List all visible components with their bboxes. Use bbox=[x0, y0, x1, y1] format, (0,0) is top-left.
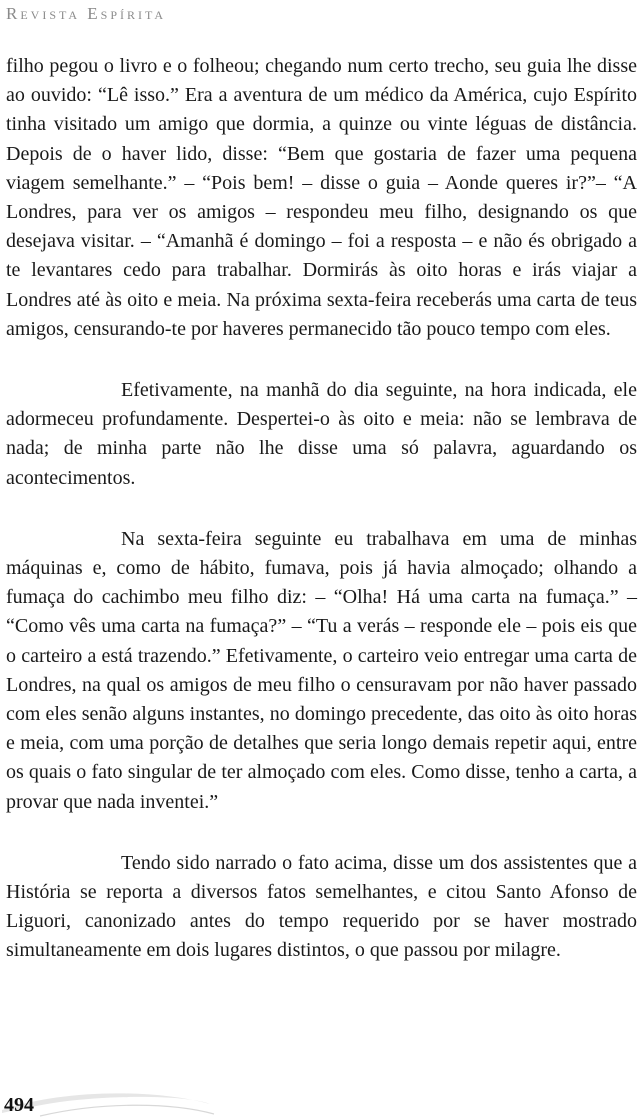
page-body bbox=[6, 52, 637, 966]
paragraph-3: Na sexta-feira seguinte eu trabalhava em uma de minhas máquinas e, como de hábito, fumava, pois já havia almoçado; olhando a fumaça do cachimbo meu filho diz: – “Olha! Há uma carta na fumaça.” – “Como vês uma carta na fumaça?” – “Tu a verás – responde ele – pois eis que o carteiro a está trazendo.” Efetivamente, o carteiro veio entregar uma carta de Londres, na qual os amigos de meu filho o censuravam por não haver passado com eles senão alguns instantes, no domingo precedente, das oito às oito horas e meia, com uma porção de detalhes que seria longo demais repetir aqui, entre os quais o fato singular de ter almoçado com eles. Como disse, tenho a carta, a provar que nada inventei.” bbox=[6, 527, 637, 813]
paragraph-1: filho pegou o livro e o folheou; chegando num certo trecho, seu guia lhe disse ao ouvido: “Lê isso.” Era a aventura de um médico da América, cujo Espírito tinha visitado um amigo que dormia, a quinze ou vinte léguas de distância. Depois de o haver lido, disse: “Bem que gostaria de fazer uma pequena viagem semelhante.” – “Pois bem! – disse o guia – Aonde queres ir?”– “A Londres, para ver os amigos – respondeu meu filho, designando os que desejava visitar. – “Amanhã é domingo – foi a resposta – e não és obrigado a te levantares cedo para trabalhar. Dormirás às oito horas e irás viajar a Londres até às oito e meia. Na próxima sexta-feira receberás uma carta de teus amigos, censurando-te por haveres permanecido tão pouco tempo com eles. bbox=[6, 55, 637, 340]
decorative-swoosh-icon bbox=[0, 1080, 260, 1120]
page-number: 494 bbox=[4, 1094, 34, 1116]
page-footer bbox=[0, 1080, 643, 1120]
running-header: Revista Espírita bbox=[6, 4, 167, 23]
paragraph-2: Efetivamente, na manhã do dia seguinte, na hora indicada, ele adormeceu profundamente. Despertei-o às oito e meia: não se lembrava de nada; de minha parte não lhe disse uma só palavra, aguardando os acontecimentos. bbox=[6, 379, 637, 489]
paragraph-4: Tendo sido narrado o fato acima, disse um dos assistentes que a História se reporta a diversos fatos semelhantes, e citou Santo Afonso de Liguori, canonizado antes do tempo requerido por se haver mostrado simultaneamente em dois lugares distintos, o que passou por milagre. bbox=[6, 851, 637, 962]
